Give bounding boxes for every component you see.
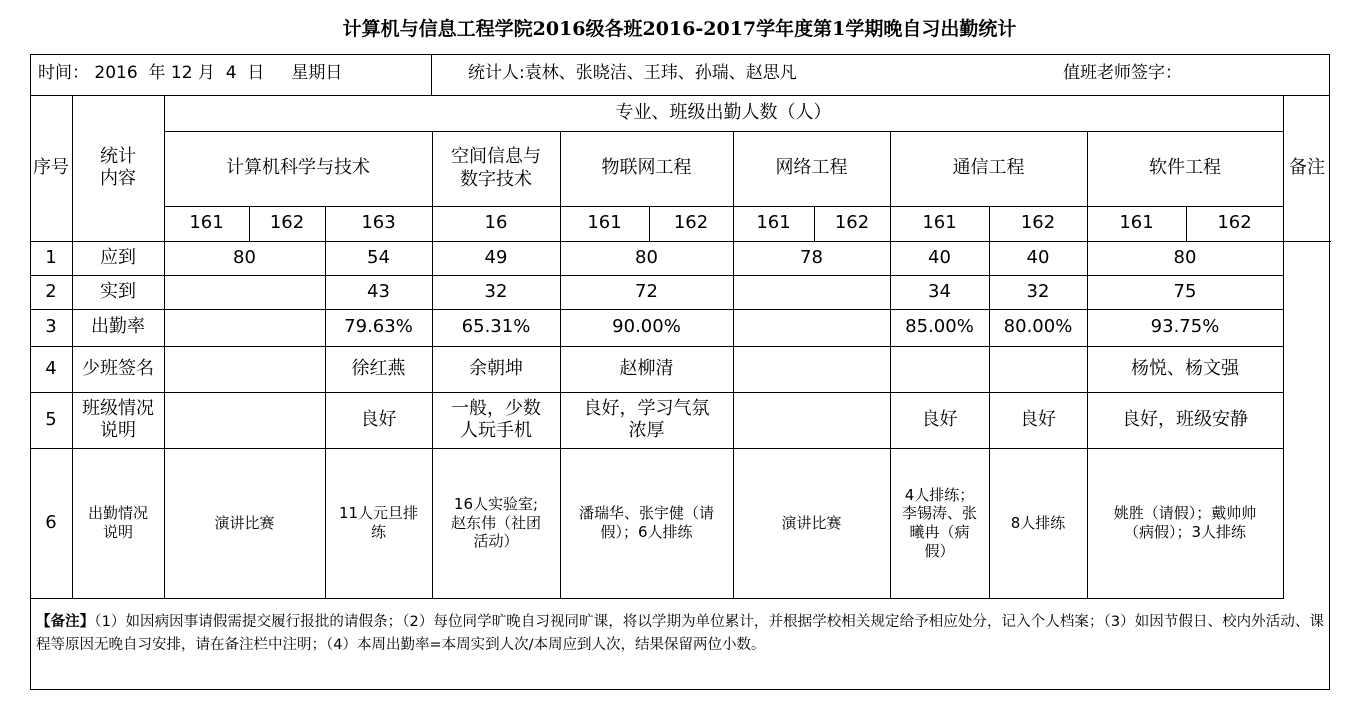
- row-value: [733, 275, 891, 310]
- header-remark: 备注: [1283, 95, 1331, 242]
- class-header: 162: [1186, 206, 1284, 242]
- row-seq: 6: [30, 448, 73, 599]
- class-header: 16: [432, 206, 561, 242]
- row-seq: 1: [30, 241, 73, 276]
- row-label: 少班签名: [72, 346, 165, 393]
- header-group: 专业、班级出勤人数（人）: [164, 95, 1284, 132]
- row-value: 54: [325, 241, 433, 276]
- row-seq: 2: [30, 275, 73, 310]
- header-content: 统计 内容: [72, 95, 165, 242]
- row-value: 4人排练； 李锡涛、张 曦冉（病 假）: [890, 448, 990, 599]
- row-value: 8人排练: [989, 448, 1088, 599]
- major-header: 空间信息与 数字技术: [432, 131, 561, 207]
- row-value: 32: [432, 275, 561, 310]
- row-value: 姚胜（请假）；戴帅帅 （病假）；3人排练: [1087, 448, 1284, 599]
- class-header: 163: [325, 206, 433, 242]
- class-header: 162: [814, 206, 891, 242]
- class-header: 162: [649, 206, 734, 242]
- row-value: 良好: [989, 392, 1088, 449]
- page-title: 计算机与信息工程学院2016级各班2016-2017学年度第1学期晚自习出勤统计: [342, 18, 1017, 40]
- row-value: 72: [560, 275, 734, 310]
- row-value: 80: [1087, 241, 1284, 276]
- row-value: 11人元旦排 练: [325, 448, 433, 599]
- row-value: 演讲比赛: [733, 448, 891, 599]
- row-value: [164, 275, 326, 310]
- row-value: [733, 392, 891, 449]
- row-label: 应到: [72, 241, 165, 276]
- row-value: [164, 309, 326, 347]
- row-seq: 3: [30, 309, 73, 347]
- major-header: 网络工程: [733, 131, 891, 207]
- row-label: 班级情况 说明: [72, 392, 165, 449]
- row-value: 80: [560, 241, 734, 276]
- row-value: [989, 346, 1088, 393]
- row-value: 32: [989, 275, 1088, 310]
- row-value: 80: [164, 241, 326, 276]
- row-value: 潘瑞华、张宇健（请 假）；6人排练: [560, 448, 734, 599]
- class-header: 161: [164, 206, 250, 242]
- row-value: 良好: [890, 392, 990, 449]
- class-header: 161: [890, 206, 990, 242]
- notes-text: （1）如因病因事请假需提交履行报批的请假条；（2）每位同学旷晚自习视同旷课，将以学期为单位累计，并根据学校相关规定给予相应处分，记入个人档案；（3）如因节假日、校内外活动、课程等原因无晚自习安排，请在备注栏中注明；（4）本周出勤率=本周实到人次/本周应到人次，结果保留两位小数。: [36, 614, 1325, 653]
- row-value: 90.00%: [560, 309, 734, 347]
- row-value: [733, 346, 891, 393]
- major-header: 通信工程: [890, 131, 1088, 207]
- row-value: 余朝坤: [432, 346, 561, 393]
- row-value: [164, 392, 326, 449]
- row-value: 65.31%: [432, 309, 561, 347]
- class-header: 162: [989, 206, 1088, 242]
- row-value: 78: [733, 241, 891, 276]
- row-value: 79.63%: [325, 309, 433, 347]
- info-divider: [431, 54, 432, 96]
- class-header: 161: [1087, 206, 1187, 242]
- row-label: 实到: [72, 275, 165, 310]
- signature-label: 值班老师签字：: [1063, 63, 1182, 83]
- row-value: 16人实验室; 赵东伟（社团 活动）: [432, 448, 561, 599]
- notes: [36, 611, 1324, 657]
- row-label: 出勤率: [72, 309, 165, 347]
- major-header: 计算机科学与技术: [164, 131, 433, 207]
- notes-label: 【备注】: [36, 614, 95, 630]
- row-value: [890, 346, 990, 393]
- row-value: 40: [890, 241, 990, 276]
- row-value: 49: [432, 241, 561, 276]
- class-header: 161: [733, 206, 815, 242]
- row-label: 出勤情况 说明: [72, 448, 165, 599]
- row-value: 演讲比赛: [164, 448, 326, 599]
- date-info: 时间： 2016 年 12 月 4 日 星期日: [38, 63, 343, 83]
- row-seq: 4: [30, 346, 73, 393]
- class-header: 161: [560, 206, 650, 242]
- row-value: [733, 309, 891, 347]
- row-value: [164, 346, 326, 393]
- row-value: 赵柳清: [560, 346, 734, 393]
- row-value: 徐红燕: [325, 346, 433, 393]
- row-value: 75: [1087, 275, 1284, 310]
- row-value: 40: [989, 241, 1088, 276]
- row-value: 85.00%: [890, 309, 990, 347]
- row-value: 杨悦、杨文强: [1087, 346, 1284, 393]
- row-value: 良好，学习气氛 浓厚: [560, 392, 734, 449]
- class-header: 162: [249, 206, 326, 242]
- row-value: 良好: [325, 392, 433, 449]
- row-value: 良好，班级安静: [1087, 392, 1284, 449]
- row-value: 一般，少数 人玩手机: [432, 392, 561, 449]
- major-header: 软件工程: [1087, 131, 1284, 207]
- recorder-info: 统计人:袁林、张晓洁、王玮、孙瑞、赵思凡: [468, 63, 797, 83]
- row-value: 43: [325, 275, 433, 310]
- row-seq: 5: [30, 392, 73, 449]
- header-seq: 序号: [30, 95, 73, 242]
- row-value: 93.75%: [1087, 309, 1284, 347]
- major-header: 物联网工程: [560, 131, 734, 207]
- row-value: 80.00%: [989, 309, 1088, 347]
- row-value: 34: [890, 275, 990, 310]
